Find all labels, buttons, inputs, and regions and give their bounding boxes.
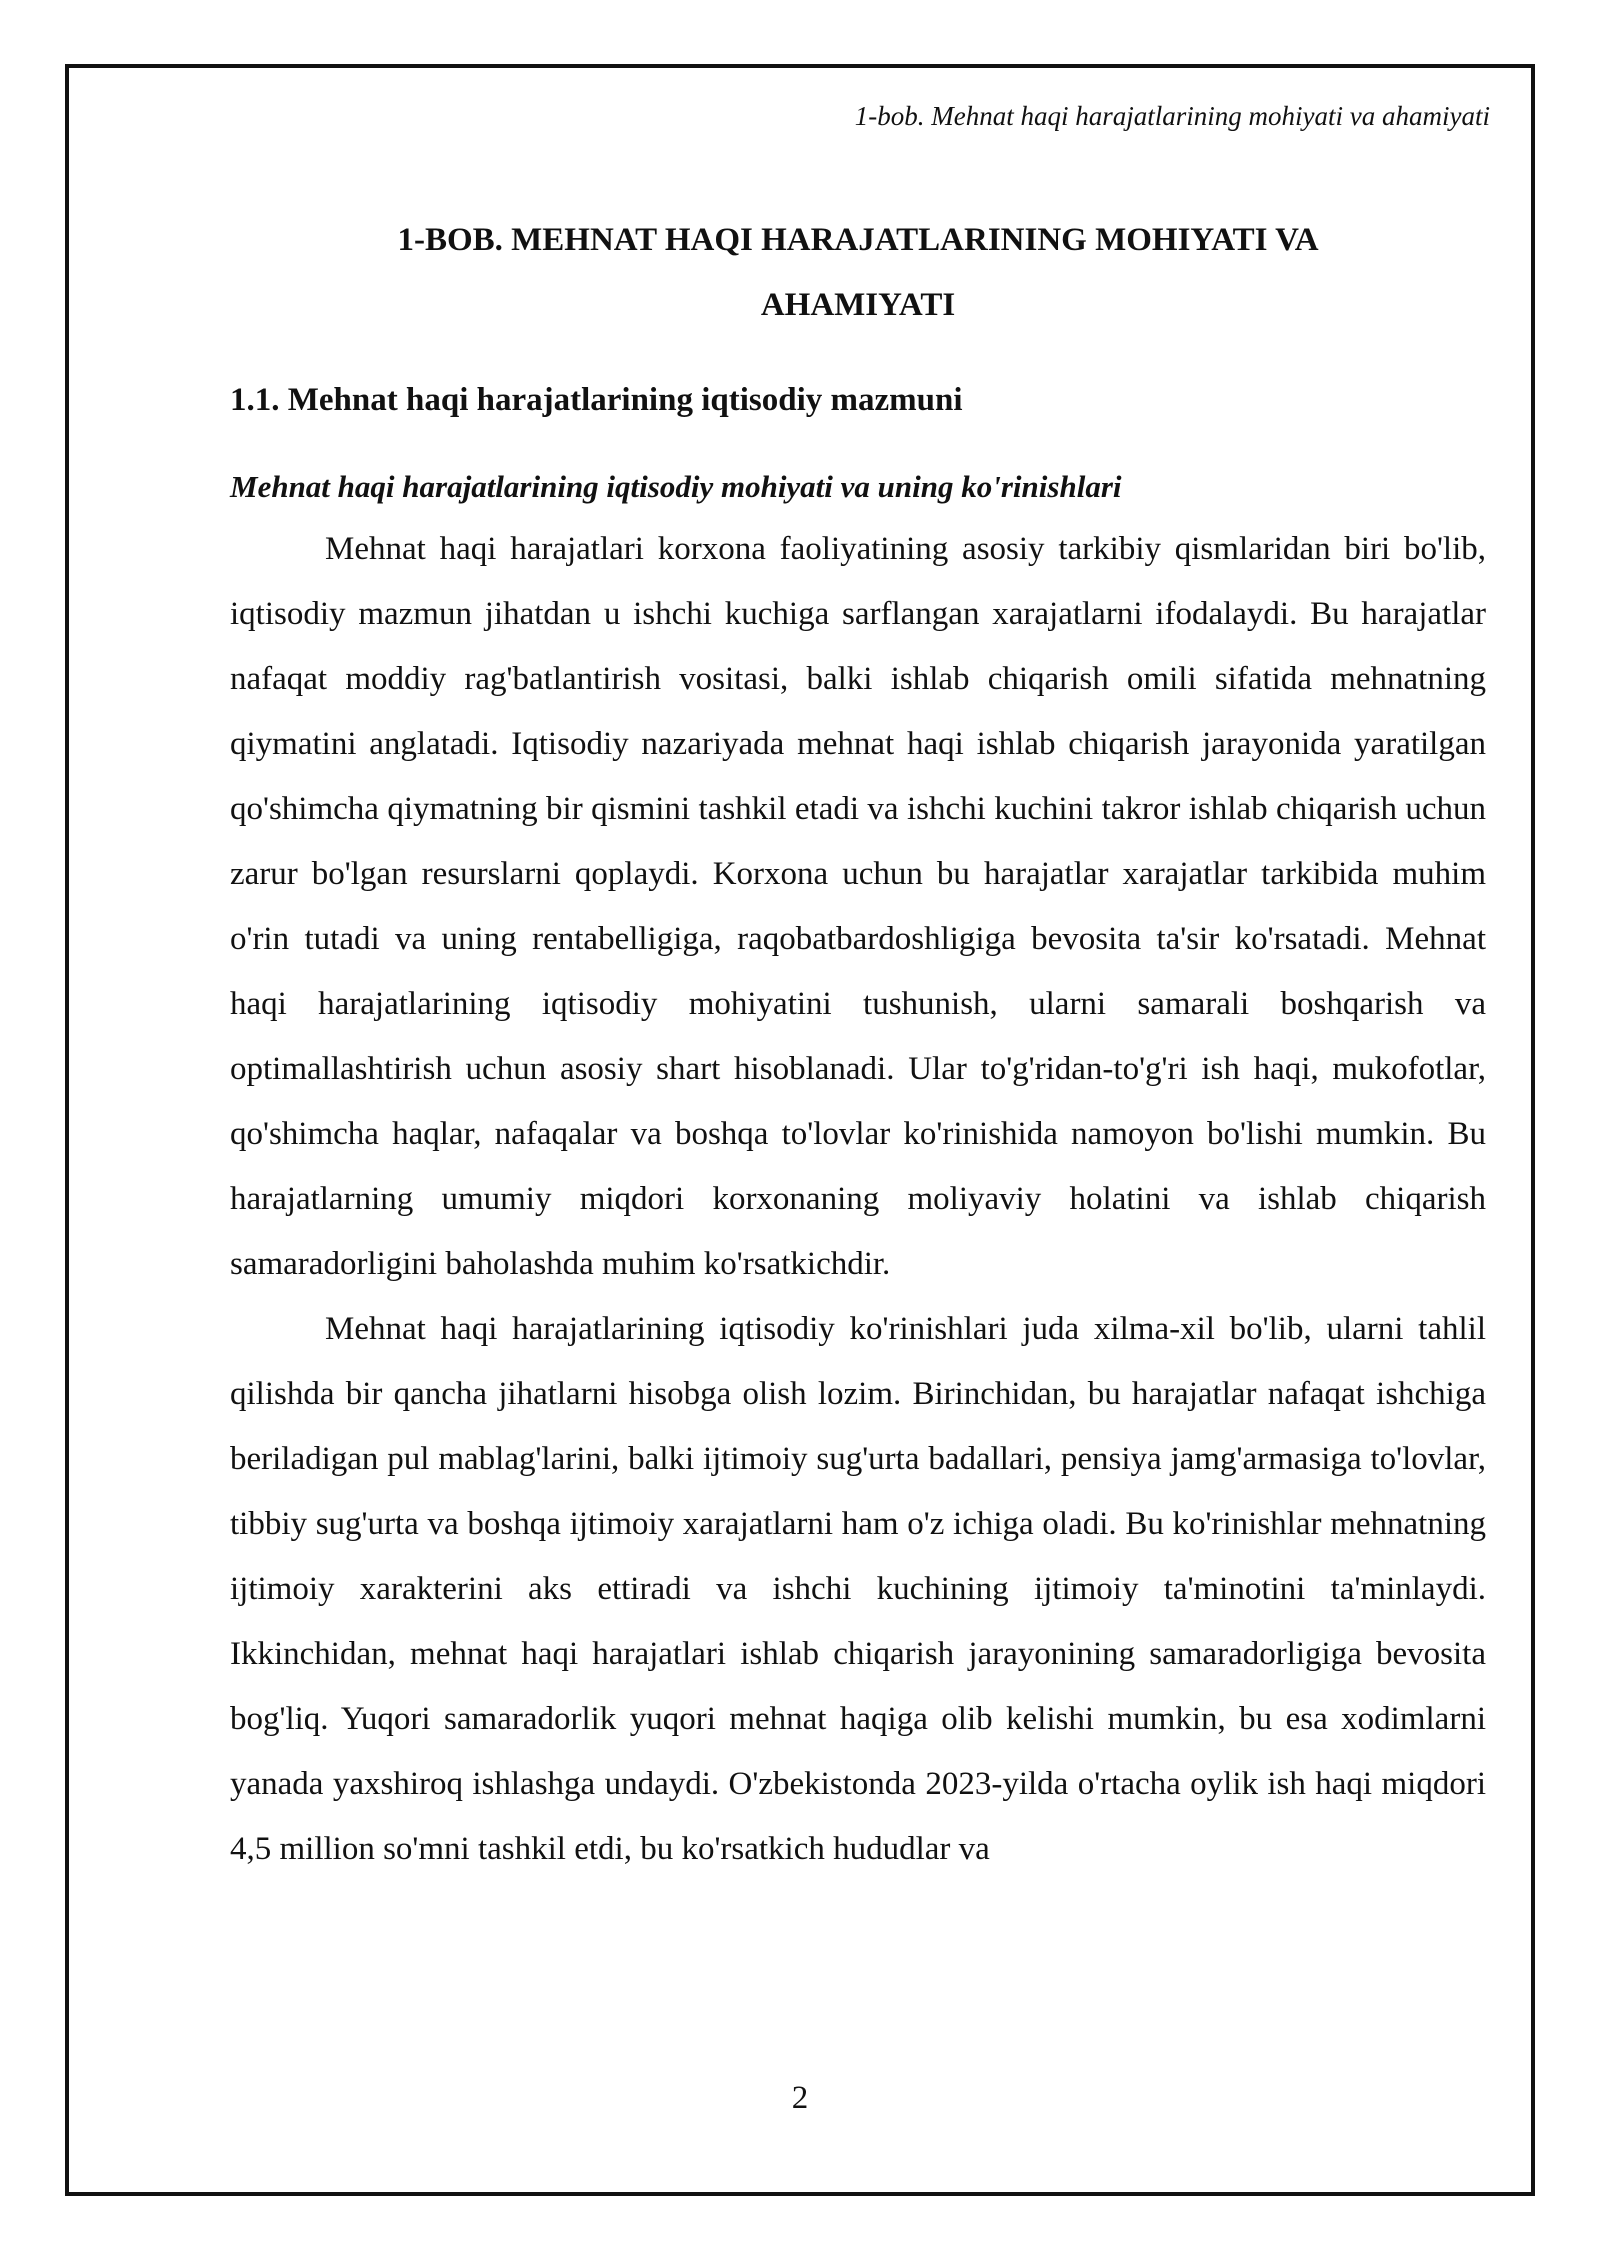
section-title: 1.1. Mehnat haqi harajatlarining iqtisodiy mazmuni xyxy=(230,382,963,418)
chapter-title xyxy=(230,208,1486,338)
chapter-title-line-1: 1-BOB. MEHNAT HAQI HARAJATLARINING MOHIYATI VA xyxy=(397,222,1319,258)
body-paragraph-2: Mehnat haqi harajatlarining iqtisodiy ko'rinishlari juda xilma-xil bo'lib, ularni tahlil qilishda bir qancha jihatlarni hisobga olish lozim. Birinchidan, bu harajatlar nafaqat ishchiga beriladigan pul mablag'larini, balki ijtimoiy sug'urta badallari, pensiya jamg'armasiga to'lovlar, tibbiy sug'urta va boshqa ijtimoiy xarajatlarni ham o'z ichiga oladi. Bu ko'rinishlar mehnatning ijtimoiy xarakterini aks ettiradi va ishchi kuchining ijtimoiy ta'minotini ta'minlaydi. Ikkinchidan, mehnat haqi harajatlari ishlab chiqarish jarayonining samaradorligiga bevosita bog'liq. Yuqori samaradorlik yuqori mehnat haqiga olib kelishi mumkin, bu esa xodimlarni yanada yaxshiroq ishlashga undaydi. O'zbekistonda 2023-yilda o'rtacha oylik ish haqi miqdori 4,5 million so'mni tashkil etdi, bu ko'rsatkich hududlar va xyxy=(230,1311,1486,1867)
page-content xyxy=(230,208,1486,1882)
page-number: 2 xyxy=(791,2080,809,2116)
body-paragraph-1: Mehnat haqi harajatlari korxona faoliyatining asosiy tarkibiy qismlaridan biri bo'lib, iqtisodiy mazmun jihatdan u ishchi kuchiga sarflangan xarajatlarni ifodalaydi. Bu harajatlar nafaqat moddiy rag'batlantirish vositasi, balki ishlab chiqarish omili sifatida mehnatning qiymatini anglatadi. Iqtisodiy nazariyada mehnat haqi ishlab chiqarish jarayonida yaratilgan qo'shimcha qiymatning bir qismini tashkil etadi va ishchi kuchini takror ishlab chiqarish uchun zarur bo'lgan resurslarni qoplaydi. Korxona uchun bu harajatlar xarajatlar tarkibida muhim o'rin tutadi va uning rentabelligiga, raqobatbardoshligiga bevosita ta'sir ko'rsatadi. Mehnat haqi harajatlarining iqtisodiy mohiyatini tushunish, ularni samarali boshqarish va optimallashtirish uchun asosiy shart hisoblanadi. Ular to'g'ridan-to'g'ri ish haqi, mukofotlar, qo'shimcha haqlar, nafaqalar va boshqa to'lovlar ko'rinishida namoyon bo'lishi mumkin. Bu harajatlarning umumiy miqdori korxonaning moliyaviy holatini va ishlab chiqarish samaradorligini baholashda muhim ko'rsatkichdir. xyxy=(230,531,1486,1282)
subsection-title: Mehnat haqi harajatlarining iqtisodiy mohiyati va uning ko'rinishlari xyxy=(230,469,1122,504)
chapter-title-line-2: AHAMIYATI xyxy=(760,287,956,323)
running-header: 1-bob. Mehnat haqi harajatlarining mohiyati va ahamiyati xyxy=(854,101,1490,131)
